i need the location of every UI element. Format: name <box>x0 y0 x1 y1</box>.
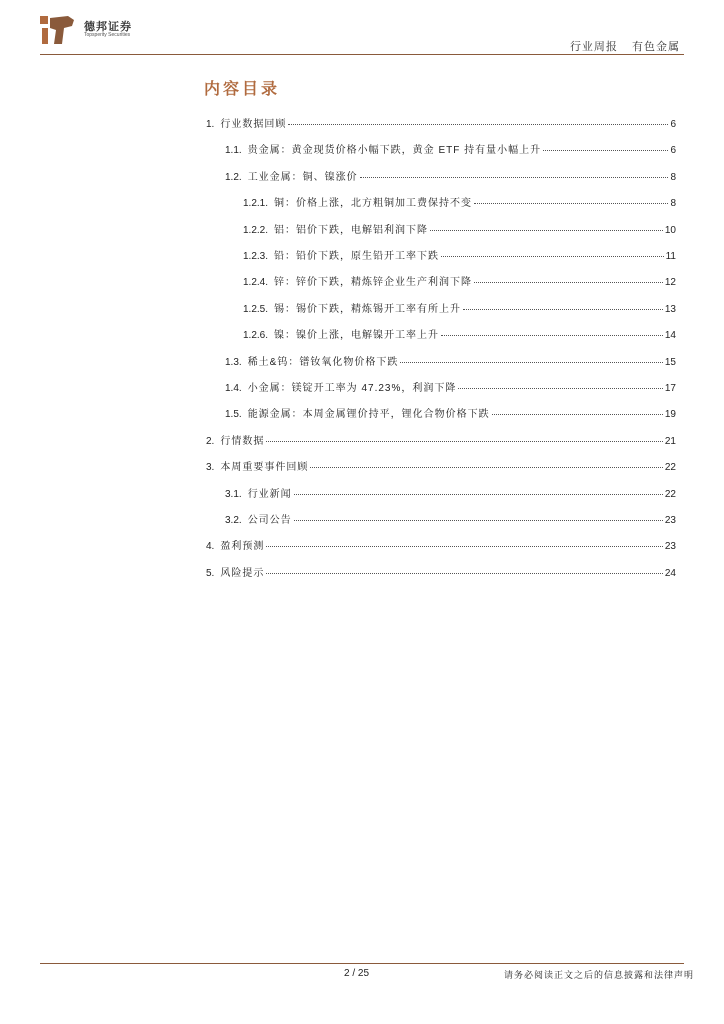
toc-dot-leader <box>430 230 663 231</box>
toc-entry-title: 盈利预测 <box>220 541 265 553</box>
toc-entry[interactable] <box>206 564 676 578</box>
toc-dot-leader <box>310 467 663 468</box>
bull-logo-icon <box>38 14 78 50</box>
toc-dot-leader <box>543 150 668 151</box>
toc-entry-title: 行业数据回顾 <box>220 119 287 130</box>
toc-entry-title: 小金属：镁锭开工率为 47.23%，利润下降 <box>247 383 457 394</box>
toc-entry-page: 21 <box>664 435 676 447</box>
toc-entry[interactable] <box>225 405 676 419</box>
toc-entry-number: 1.2.6. <box>243 330 269 342</box>
toc-entry-page: 23 <box>664 541 676 553</box>
brand-name-en: Topsperity Securities <box>84 32 131 38</box>
toc-entry-title: 贵金属：黄金现货价格小幅下跌，黄金 ETF 持有量小幅上升 <box>247 145 542 157</box>
toc-dot-leader <box>266 546 663 547</box>
toc-entry-title: 工业金属：铜、镍涨价 <box>247 171 358 183</box>
toc-entry-number: 1.2.3. <box>243 251 269 262</box>
toc-entry-page: 24 <box>664 567 676 579</box>
toc-entry-number: 1.2.5. <box>243 303 269 315</box>
toc-entry-number: 1.2.2. <box>243 224 269 236</box>
toc-entry[interactable] <box>225 168 676 182</box>
toc-entry-title: 锡：锡价下跌，精炼锡开工率有所上升 <box>274 303 462 315</box>
toc-entry-page: 11 <box>665 251 676 262</box>
report-type: 行业周报 <box>569 41 618 53</box>
toc-entry-page: 12 <box>664 277 676 289</box>
company-logo <box>38 14 158 50</box>
toc-entry[interactable] <box>206 115 676 129</box>
toc-entry[interactable] <box>243 221 676 235</box>
toc-dot-leader <box>294 520 663 521</box>
footer-divider <box>40 963 684 964</box>
toc-entry-number: 1.1. <box>225 145 242 157</box>
toc-dot-leader <box>474 203 668 204</box>
toc-dot-leader <box>266 441 663 442</box>
toc-entry-page: 14 <box>664 330 676 342</box>
report-category <box>560 38 680 54</box>
toc-entry-page: 22 <box>664 488 676 500</box>
toc-dot-leader <box>294 494 663 495</box>
toc-entry-number: 3.1. <box>225 488 242 500</box>
page-number: 2 / 25 <box>344 968 370 979</box>
toc-dot-leader <box>441 335 663 336</box>
toc-entry[interactable] <box>206 458 676 472</box>
toc-entry-number: 1.2.4. <box>243 277 269 289</box>
toc-entry-title: 铜：价格上涨，北方粗铜加工费保持不变 <box>274 198 473 210</box>
toc-entry-title: 镍：镍价上涨，电解镍开工率上升 <box>274 330 440 342</box>
toc-entry-number: 1. <box>206 119 215 130</box>
toc-entry-title: 能源金属：本周金属锂价持平，锂化合物价格下跌 <box>247 409 490 421</box>
toc-entry[interactable] <box>243 247 676 261</box>
toc-entry-number: 1.5. <box>225 409 242 421</box>
toc-entry-title: 锌：锌价下跌，精炼锌企业生产利润下降 <box>274 277 473 289</box>
toc-entry-number: 2. <box>206 435 215 447</box>
toc-entry-number: 3.2. <box>225 515 242 526</box>
toc-entry-title: 风险提示 <box>220 567 265 579</box>
toc-entry-page: 19 <box>664 409 676 421</box>
toc-title: 内容目录 <box>204 81 281 98</box>
toc-entry-page: 8 <box>670 198 676 210</box>
toc-entry-number: 4. <box>206 541 215 553</box>
toc-entry[interactable] <box>243 300 676 314</box>
toc-entry[interactable] <box>243 273 676 287</box>
toc-entry-number: 1.2. <box>225 171 242 183</box>
toc-entry-title: 行业新闻 <box>247 488 292 500</box>
toc-entry-title: 铅：铅价下跌，原生铅开工率下跌 <box>274 251 440 262</box>
toc-entry-page: 17 <box>664 383 676 394</box>
toc-entry-number: 5. <box>206 567 215 579</box>
toc-entry-title: 行情数据 <box>220 435 265 447</box>
toc-entry[interactable] <box>206 432 676 446</box>
toc-entry[interactable] <box>225 141 676 155</box>
toc-dot-leader <box>400 362 663 363</box>
toc-dot-leader <box>288 124 668 125</box>
toc-entry[interactable] <box>243 326 676 340</box>
toc-dot-leader <box>441 256 664 257</box>
toc-entry[interactable] <box>225 511 676 525</box>
toc-dot-leader <box>360 177 669 178</box>
toc-entry[interactable] <box>225 353 676 367</box>
toc-entry-title: 稀土&钨：镨钕氧化物价格下跌 <box>247 356 399 368</box>
legal-disclaimer: 请务必阅读正文之后的信息披露和法律声明 <box>503 970 694 980</box>
toc-entry-number: 1.4. <box>225 383 242 394</box>
toc-entry-page: 13 <box>664 303 676 315</box>
toc-entry-number: 1.2.1. <box>243 198 269 210</box>
toc-entry-number: 1.3. <box>225 356 242 368</box>
toc-entry[interactable] <box>206 537 676 551</box>
toc-dot-leader <box>474 282 663 283</box>
sector-label: 有色金属 <box>632 41 680 53</box>
brand-name-cn: 德邦证券 <box>84 21 132 33</box>
toc-dot-leader <box>266 573 663 574</box>
toc-entry-page: 23 <box>664 515 676 526</box>
toc-entry-page: 6 <box>670 119 676 130</box>
toc-entry-page: 8 <box>670 171 676 183</box>
toc-entry-page: 22 <box>664 462 676 474</box>
toc-dot-leader <box>458 388 662 389</box>
toc-entry-title: 铝：铝价下跌，电解铝利润下降 <box>274 224 429 236</box>
header-divider <box>40 54 684 55</box>
toc-entry-title: 公司公告 <box>247 515 292 526</box>
toc-entry-page: 15 <box>664 356 676 368</box>
toc-dot-leader <box>492 414 663 415</box>
toc-dot-leader <box>463 309 663 310</box>
toc-entry[interactable] <box>225 485 676 499</box>
toc-entry[interactable] <box>225 379 676 393</box>
toc-entry[interactable] <box>243 194 676 208</box>
toc-entry-number: 3. <box>206 462 215 474</box>
toc-entry-title: 本周重要事件回顾 <box>220 462 309 474</box>
toc-entry-page: 6 <box>670 145 676 157</box>
toc-entry-page: 10 <box>664 224 676 236</box>
